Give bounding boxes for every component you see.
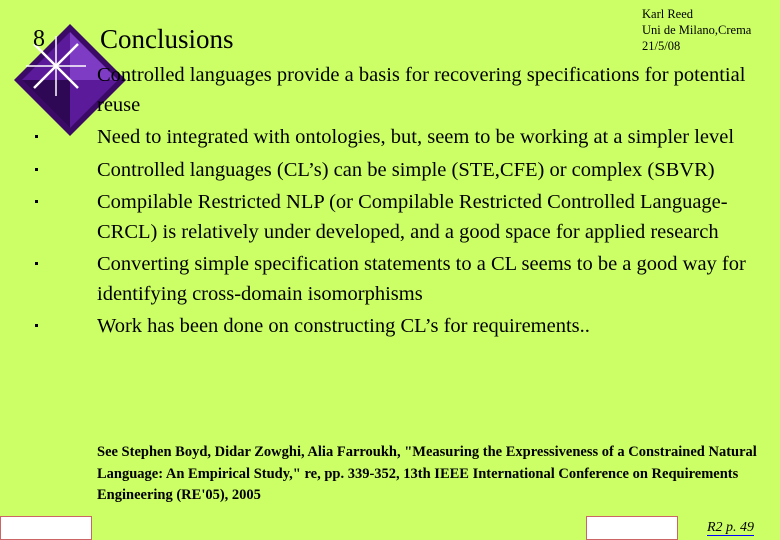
- slide-title: Conclusions: [100, 24, 234, 54]
- page-reference-link[interactable]: R2 p. 49: [707, 520, 755, 535]
- author-affiliation: Uni de Milano,Crema: [642, 23, 752, 37]
- bullet-dot: [35, 168, 38, 171]
- list-item: [97, 312, 767, 342]
- list-item: [97, 188, 767, 247]
- list-item: [97, 156, 767, 186]
- macintosh-pict-placeholder-icon: [0, 516, 92, 540]
- reference-citation: See Stephen Boyd, Didar Zowghi, Alia Farroukh, "Measuring the Expressiveness of a Constrained Natural Language: An Empirical Study," re, pp. 339-352, 13th IEEE International Conference on Requirements Engineering (RE'05), 2005: [97, 444, 757, 503]
- list-item: [97, 61, 767, 120]
- bullet-text: Controlled languages (CL’s) can be simple (STE,CFE) or complex (SBVR): [97, 158, 715, 181]
- macintosh-pict-placeholder-icon: [586, 516, 678, 540]
- author-date: 21/5/08: [642, 39, 681, 53]
- bullet-dot: [35, 135, 38, 138]
- bullet-text: Compilable Restricted NLP (or Compilable Restricted Controlled Language-CRCL) is relatively under developed, and a good space for applied research: [97, 191, 728, 243]
- bullet-dot: [35, 324, 38, 327]
- conclusion-list: [97, 61, 767, 345]
- list-item: [97, 250, 767, 309]
- bullet-text: Controlled languages provide a basis for recovering specifications for potential reuse: [97, 64, 746, 116]
- bullet-text: Work has been done on constructing CL’s for requirements..: [97, 315, 590, 337]
- bullet-dot: [35, 200, 38, 203]
- list-item: [97, 123, 767, 153]
- bullet-text: Need to integrated with ontologies, but, seem to be working at a simpler level: [97, 126, 735, 148]
- bullet-text: Converting simple specification statements to a CL seems to be a good way for identifying cross-domain isomorphisms: [97, 253, 746, 305]
- bullet-dot: [35, 262, 38, 265]
- author-block: [642, 6, 751, 54]
- author-name: Karl Reed: [642, 7, 694, 21]
- slide-number: 8: [33, 26, 45, 52]
